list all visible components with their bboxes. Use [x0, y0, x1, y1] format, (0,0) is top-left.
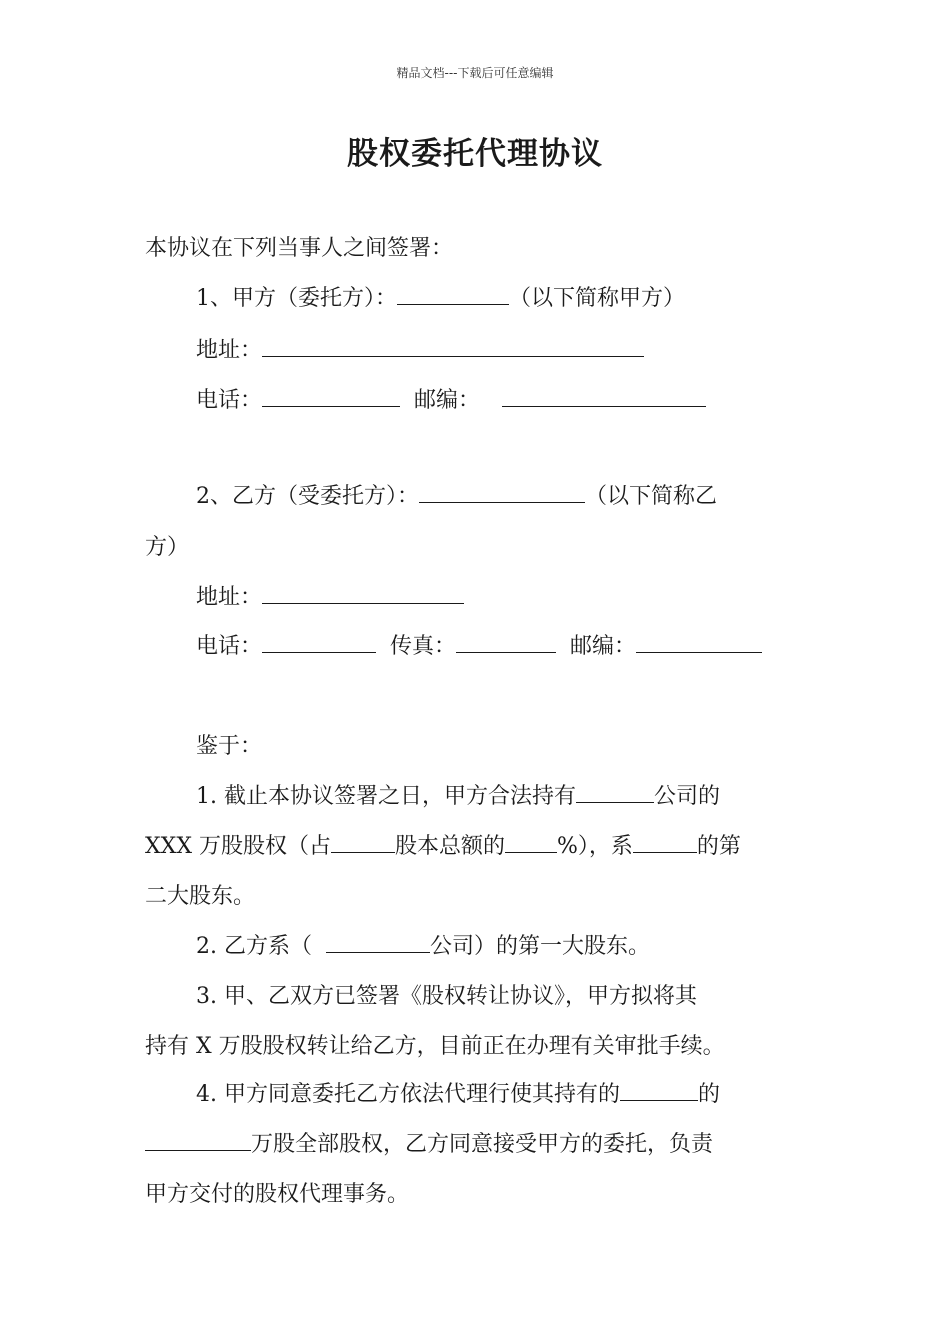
whereas-item-2: [196, 932, 650, 962]
whereas-1-text-f: 的第: [696, 834, 741, 859]
percent-blank: [505, 832, 557, 853]
company-b-blank: [326, 932, 430, 953]
party-a-postcode-blank: [502, 386, 706, 407]
party-a-line: [196, 284, 685, 314]
shares-amount-blank: [145, 1130, 251, 1151]
party-a-contact-line: [196, 386, 706, 416]
whereas-1-text-a: 1. 截止本协议签署之日，甲方合法持有: [196, 784, 576, 809]
whereas-4-text-b: 的: [698, 1082, 721, 1107]
party-b-name-blank: [419, 482, 585, 503]
party-a-address-blank: [262, 336, 644, 357]
party-b-suffix-cont: 方）: [145, 535, 190, 560]
party-a-phone-label: 电话：: [196, 388, 263, 413]
party-b-postcode-blank: [636, 632, 762, 653]
whereas-item-4-line-3: 甲方交付的股权代理事务。: [145, 1182, 410, 1207]
party-b-fax-label: 传真：: [390, 634, 457, 659]
whereas-item-4-line-2: [145, 1130, 713, 1160]
page-header: 精品文档---下载后可任意编辑: [396, 66, 554, 80]
party-a-suffix: （以下简称甲方）: [509, 286, 686, 311]
whereas-1-text-e: %），系: [557, 834, 633, 859]
whereas-item-1-line-2: [145, 832, 741, 862]
party-a-label: 1、甲方（委托方）：: [196, 286, 397, 311]
party-b-phone-blank: [262, 632, 376, 653]
party-a-address-label: 地址：: [196, 338, 263, 363]
whereas-1-text-d: 股本总额的: [394, 834, 505, 859]
whereas-4-text-a: 4. 甲方同意委托乙方依法代理行使其持有的: [196, 1082, 620, 1107]
party-a-postcode-label: 邮编：: [414, 388, 481, 413]
whereas-item-1-line-3: 二大股东。: [145, 884, 256, 909]
document-title: 股权委托代理协议: [347, 136, 603, 172]
whereas-heading: 鉴于：: [196, 734, 263, 759]
party-b-address-label: 地址：: [196, 585, 263, 610]
party-b-label: 2、乙方（受委托方）：: [196, 484, 419, 509]
whereas-2-text-a: 2. 乙方系（: [196, 934, 312, 959]
party-b-fax-blank: [456, 632, 556, 653]
entity-blank: [633, 832, 697, 853]
party-b-phone-label: 电话：: [196, 634, 263, 659]
party-a-address-line: [196, 336, 644, 366]
whereas-1-text-b: 公司的: [654, 784, 721, 809]
company-blank: [576, 782, 654, 803]
party-b-contact-line: [196, 632, 762, 662]
whereas-4-text-c: 万股全部股权，乙方同意接受甲方的委托，负责: [251, 1132, 714, 1157]
party-a-name-blank: [397, 284, 509, 305]
whereas-item-1-line-1: [196, 782, 720, 812]
intro-line: 本协议在下列当事人之间签署：: [145, 236, 454, 261]
party-a-phone-blank: [262, 386, 400, 407]
party-b-address-line: [196, 583, 464, 613]
whereas-item-3-line-1: 3. 甲、乙双方已签署《股权转让协议》，甲方拟将其: [196, 984, 697, 1009]
party-b-postcode-label: 邮编：: [570, 634, 637, 659]
party-b-address-blank: [262, 583, 464, 604]
whereas-1-text-c: XXX 万股股权（占: [145, 834, 331, 859]
whereas-item-3-line-2: 持有 X 万股股权转让给乙方，目前正在办理有关审批手续。: [145, 1034, 725, 1059]
party-b-line: [196, 482, 717, 512]
whereas-2-text-b: 公司）的第一大股东。: [429, 934, 650, 959]
party-b-suffix: （以下简称乙: [585, 484, 718, 509]
company-c-blank: [620, 1080, 698, 1101]
share-blank: [331, 832, 395, 853]
whereas-item-4-line-1: [196, 1080, 720, 1110]
